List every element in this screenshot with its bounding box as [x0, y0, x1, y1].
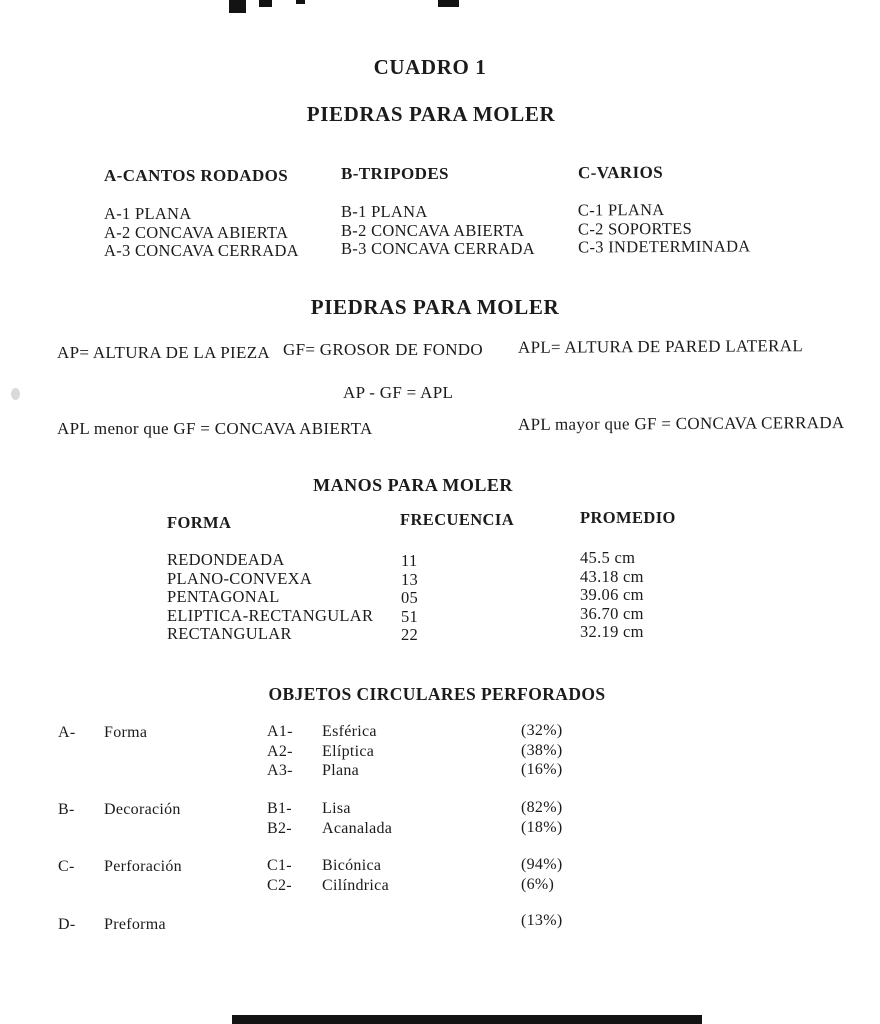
entry-pct: (38%) [521, 742, 563, 759]
scan-mark [296, 0, 305, 4]
entry-code: A2- [267, 743, 293, 760]
scan-mark [229, 0, 246, 13]
list-item: C-1 PLANA [577, 199, 665, 220]
forma-column [167, 551, 373, 644]
table-cell-frecuencia: 11 [401, 551, 418, 570]
objetos-title: OBJETOS CIRCULARES PERFORADOS [268, 684, 606, 704]
table-cell-frecuencia: 22 [401, 625, 419, 644]
table-cell-forma: PENTAGONAL [167, 587, 280, 606]
frecuencia-column [401, 552, 418, 645]
list-item: A-1 PLANA [104, 204, 192, 223]
table-cell-forma: ELIPTICA-RECTANGULAR [167, 605, 374, 625]
entry-code: C1- [267, 857, 292, 874]
col-c-items [578, 200, 751, 257]
table-cell-promedio: 45.5 cm [580, 548, 636, 567]
col-b-header: B-TRIPODES [341, 164, 449, 183]
entry-label: Acanalada [322, 820, 393, 837]
promedio-column [580, 549, 644, 642]
group-letter: D- [58, 916, 76, 933]
section1-title: PIEDRAS PARA MOLER [306, 102, 556, 126]
entry-pct: (32%) [521, 722, 563, 739]
entry-code: A3- [267, 762, 293, 779]
entry-pct: (82%) [521, 799, 563, 816]
table-cell-frecuencia: 51 [401, 606, 419, 626]
entry-pct: (13%) [521, 912, 563, 929]
table-cell-promedio: 32.19 cm [580, 622, 644, 641]
entry-label: Bicónica [322, 857, 382, 874]
group-letter: B- [58, 801, 75, 818]
group-category: Decoración [104, 801, 181, 818]
entry-label: Elíptica [322, 743, 375, 760]
list-item: A-3 CONCAVA CERRADA [104, 241, 299, 260]
entry-code: C2- [267, 877, 292, 894]
measures-title: PIEDRAS PARA MOLER [310, 295, 560, 319]
col-b-items [341, 203, 535, 259]
group-letter: C- [58, 858, 75, 875]
col-c-header: C-VARIOS [577, 162, 664, 183]
column-header-frecuencia: FRECUENCIA [400, 510, 515, 529]
list-item: B-1 PLANA [341, 202, 428, 221]
table-cell-forma: RECTANGULAR [167, 624, 292, 643]
table-cell-forma: PLANO-CONVEXA [167, 568, 313, 588]
scan-mark [259, 0, 272, 7]
entry-pct: (6%) [521, 876, 555, 893]
table-cell-frecuencia: 05 [401, 588, 419, 607]
group-category: Perforación [104, 858, 182, 875]
entry-code: B1- [267, 800, 292, 817]
entry-pct: (18%) [521, 819, 563, 836]
column-header-promedio: PROMEDIO [580, 508, 676, 527]
group-category: Forma [104, 724, 148, 741]
page-title: CUADRO 1 [373, 55, 487, 79]
formula: AP - GF = APL [343, 383, 454, 402]
table-cell-promedio: 43.18 cm [580, 566, 644, 586]
list-item: B-3 CONCAVA CERRADA [341, 239, 535, 258]
table-cell-promedio: 39.06 cm [580, 585, 644, 604]
entry-code: A1- [267, 723, 293, 740]
list-item: A-2 CONCAVA ABIERTA [104, 222, 289, 242]
entry-label: Esférica [322, 723, 377, 740]
table-cell-frecuencia: 13 [401, 569, 419, 589]
group-letter: A- [58, 724, 76, 741]
list-item: C-3 INDETERMINADA [578, 236, 751, 257]
entry-label: Plana [322, 762, 360, 779]
entry-code: B2- [267, 820, 292, 837]
col-a-items [104, 205, 299, 261]
column-header-forma: FORMA [167, 513, 232, 532]
entry-pct: (94%) [521, 856, 563, 873]
manos-title: MANOS PARA MOLER [313, 475, 513, 495]
list-item: B-2 CONCAVA ABIERTA [341, 220, 525, 240]
definition-gf: GF= GROSOR DE FONDO [283, 340, 483, 359]
table-cell-promedio: 36.70 cm [580, 603, 644, 623]
definition-apl: APL= ALTURA DE PARED LATERAL [517, 336, 804, 357]
rule-concava-cerrada: APL mayor que GF = CONCAVA CERRADA [517, 413, 845, 434]
scan-smudge [11, 388, 20, 400]
entry-label: Lisa [322, 800, 351, 817]
rule-concava-abierta: APL menor que GF = CONCAVA ABIERTA [57, 419, 373, 438]
scan-mark [438, 0, 459, 7]
group-category: Preforma [104, 916, 166, 933]
list-item: C-2 SOPORTES [577, 218, 693, 239]
entry-label: Cilíndrica [322, 877, 389, 894]
col-a-header: A-CANTOS RODADOS [104, 166, 289, 185]
table-cell-forma: REDONDEADA [167, 550, 285, 569]
entry-pct: (16%) [521, 761, 563, 778]
scan-bar [232, 1015, 702, 1024]
definition-ap: AP= ALTURA DE LA PIEZA [57, 343, 270, 362]
